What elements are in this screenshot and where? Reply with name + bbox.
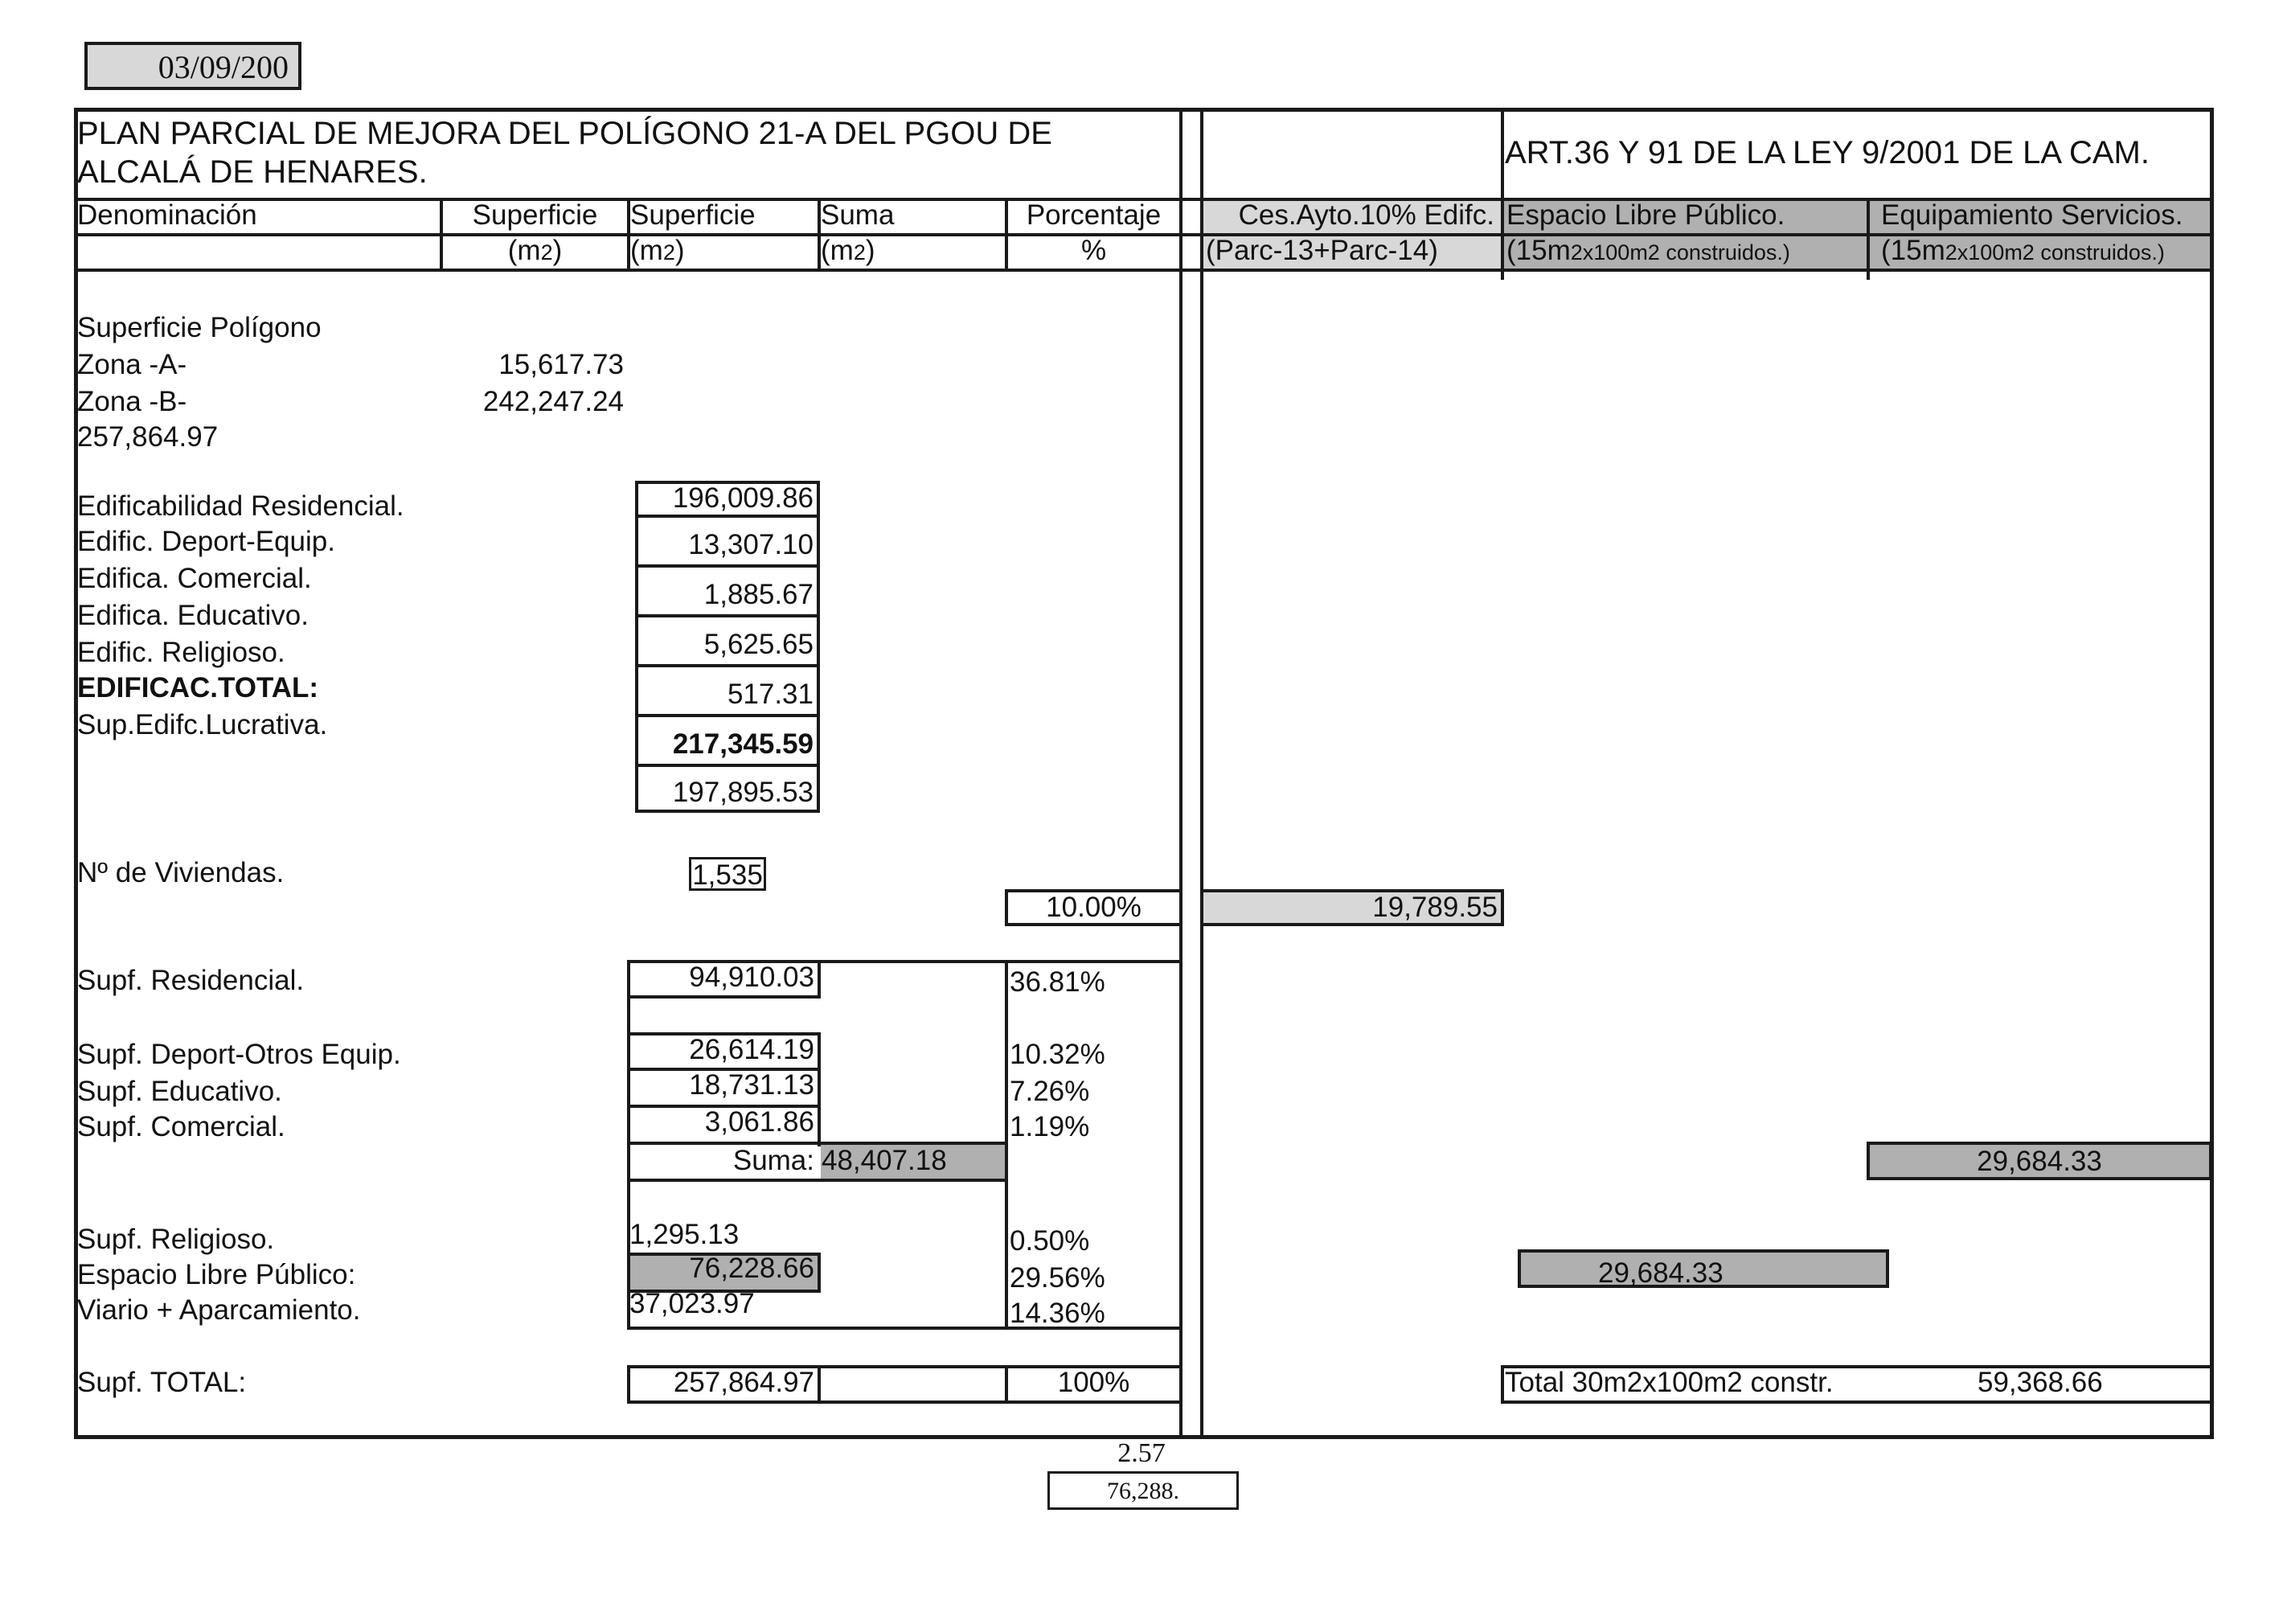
edif-deport-label: Edific. Deport-Equip.: [77, 526, 335, 557]
viario-pct: 14.36%: [1010, 1298, 1105, 1329]
edif-deport-value: 13,307.10: [688, 529, 814, 560]
total-value: 257,864.97: [673, 1367, 814, 1398]
zona-a-value: 15,617.73: [498, 349, 624, 380]
edif-residencial-label: Edificabilidad Residencial.: [77, 490, 404, 522]
poligono-label: Superficie Polígono: [77, 312, 322, 343]
total-label: Supf. TOTAL:: [77, 1367, 247, 1398]
espacio-libre-pct: 29.56%: [1010, 1262, 1105, 1294]
unit-m2-1: (m2): [507, 235, 563, 266]
header-equipamiento: Equipamiento Servicios.: [1881, 199, 2183, 231]
date-text: 03/09/200: [158, 49, 289, 85]
supf-educativo-value: 18,731.13: [689, 1069, 814, 1101]
cesion-value: 19,789.55: [1200, 889, 1504, 926]
supf-educativo-pct: 7.26%: [1010, 1076, 1090, 1107]
edif-total-label: EDIFICAC.TOTAL:: [77, 672, 319, 703]
plan-title: PLAN PARCIAL DE MEJORA DEL POLÍGONO 21-A DEL PGOU DE ALCALÁ DE HENARES.: [77, 116, 1052, 190]
header-espacio-libre: Espacio Libre Público.: [1506, 199, 1785, 231]
unit-percent: %: [1080, 235, 1107, 266]
supf-religioso-pct: 0.50%: [1010, 1225, 1090, 1257]
unit-equip-rule: (15m2x100m2 construidos.): [1881, 235, 2165, 266]
edif-educativo-label: Edifica. Educativo.: [77, 600, 309, 631]
edif-comercial-label: Edifica. Comercial.: [77, 563, 312, 594]
header-porcentaje: Porcentaje: [1026, 199, 1162, 231]
viviendas-label: Nº de Viviendas.: [77, 857, 285, 888]
total-right-label: Total 30m2x100m2 constr.: [1505, 1367, 1834, 1398]
edif-educativo-value: 5,625.65: [703, 629, 814, 660]
footer-ratio: 2.57: [1117, 1438, 1166, 1468]
edif-lucrativa-value: 197,895.53: [672, 777, 814, 808]
unit-espacio-rule: (15m2x100m2 construidos.): [1506, 235, 1790, 266]
espacio-libre-right: 29,684.33: [1518, 1249, 1889, 1288]
supf-comercial-value: 3,061.86: [704, 1106, 814, 1138]
poligono-total: 257,864.97: [77, 421, 219, 453]
header-denominacion: Denominación: [77, 199, 257, 231]
unit-m2-2: (m2): [630, 235, 685, 266]
unit-parcelas: (Parc-13+Parc-14): [1206, 235, 1438, 266]
supf-deport-pct: 10.32%: [1010, 1039, 1105, 1070]
total-pct: 100%: [1057, 1367, 1130, 1398]
cesion-percent: 10.00%: [1005, 889, 1182, 926]
supf-comercial-label: Supf. Comercial.: [77, 1111, 285, 1142]
supf-religioso-label: Supf. Religioso.: [77, 1224, 275, 1255]
supf-deport-label: Supf. Deport-Otros Equip.: [77, 1039, 401, 1070]
edif-religioso-value: 517.31: [727, 679, 814, 710]
espacio-libre-value: 76,228.66: [689, 1253, 814, 1284]
suma-value: 48,407.18: [822, 1145, 947, 1176]
edif-total-value: 217,345.59: [672, 728, 814, 760]
supf-religioso-value: 1,295.13: [629, 1219, 740, 1250]
supf-residencial-label: Supf. Residencial.: [77, 965, 305, 996]
total-right-value: 59,368.66: [1978, 1367, 2103, 1398]
edif-value-box: [635, 481, 820, 813]
suma-label: Suma:: [732, 1145, 814, 1176]
edif-residencial-value: 196,009.86: [672, 482, 814, 514]
zona-a-label: Zona -A-: [77, 349, 187, 380]
law-reference: ART.36 Y 91 DE LA LEY 9/2001 DE LA CAM.: [1505, 135, 2150, 170]
edif-comercial-value: 1,885.67: [703, 579, 814, 610]
edif-religioso-label: Edific. Religioso.: [77, 637, 285, 668]
viario-label: Viario + Aparcamiento.: [77, 1294, 361, 1326]
header-superficie-2: Superficie: [630, 199, 756, 231]
header-cesion: Ces.Ayto.10% Edifc.: [1238, 199, 1494, 231]
header-suma: Suma: [821, 199, 895, 231]
header-superficie-1: Superficie: [472, 199, 598, 231]
equipamiento-total: 29,684.33: [1867, 1142, 2212, 1180]
espacio-libre-label: Espacio Libre Público:: [77, 1259, 356, 1290]
supf-deport-value: 26,614.19: [689, 1034, 814, 1065]
supf-residencial-pct: 36.81%: [1010, 966, 1105, 998]
zona-b-label: Zona -B-: [77, 386, 187, 417]
footer-boxed-value: 76,288.: [1047, 1471, 1239, 1510]
supf-educativo-label: Supf. Educativo.: [77, 1076, 282, 1107]
viviendas-value: 1,535: [689, 857, 766, 891]
edif-lucrativa-label: Sup.Edifc.Lucrativa.: [77, 709, 328, 740]
zona-b-value: 242,247.24: [482, 386, 624, 417]
supf-comercial-pct: 1.19%: [1010, 1111, 1090, 1142]
viario-value: 37,023.97: [629, 1288, 755, 1319]
unit-m2-3: (m2): [821, 235, 875, 266]
supf-residencial-value: 94,910.03: [689, 962, 814, 993]
